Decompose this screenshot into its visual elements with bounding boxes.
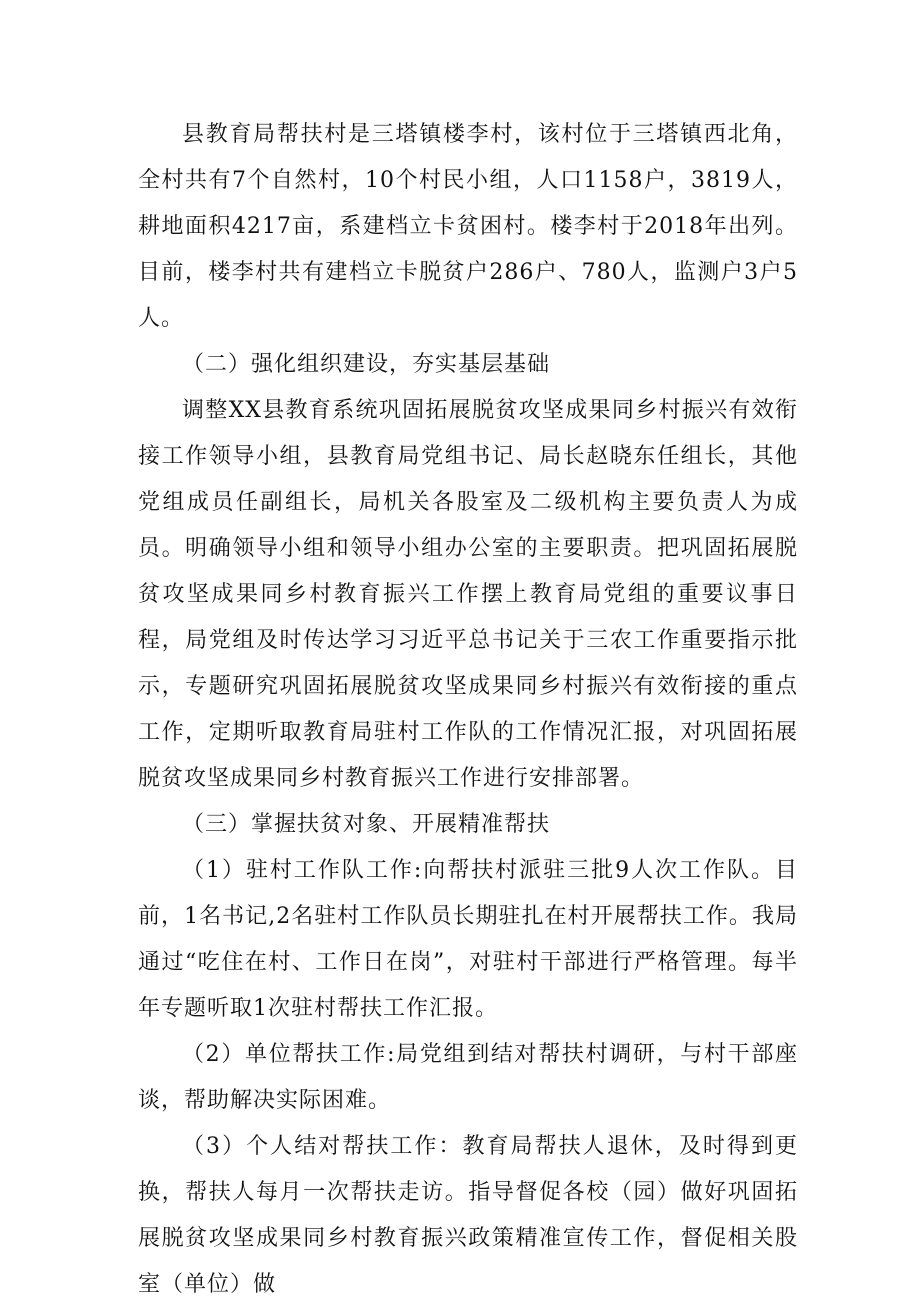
paragraph-village-work-team: （1）驻村工作队工作:向帮扶村派驻三批9人次工作队。目前，1名书记,2名驻村工作队员长期驻扎在村开展帮扶工作。我局通过“吃住在村、工作日在岗”，对驻村干部进行严格管理。每半年专题听取1次驻村帮扶工作汇报。 (138, 858, 798, 1021)
document-body (138, 112, 798, 1308)
paragraph-village-overview: 县教育局帮扶村是三塔镇楼李村，该村位于三塔镇西北角，全村共有7个自然村，10个村民小组，人口1158户，3819人，耕地面积4217亩，系建档立卡贫困村。楼李村于2018年出列。目前，楼李村共有建档立卡脱贫户286户、780人，监测户3户5人。 (138, 122, 798, 331)
section-heading-targeted-assistance: （三）掌握扶贫对象、开展精准帮扶 (182, 812, 551, 837)
paragraph-individual-assistance: （3）个人结对帮扶工作：教育局帮扶人退休，及时得到更换，帮扶人每月一次帮扶走访。指导督促各校（园）做好巩固拓展脱贫攻坚成果同乡村教育振兴政策精准宣传工作，督促相关股室（单位）做 (138, 1134, 798, 1297)
paragraph-unit-assistance: （2）单位帮扶工作:局党组到结对帮扶村调研，与村干部座谈，帮助解决实际困难。 (138, 1042, 798, 1113)
section-heading-organization: （二）强化组织建设，夯实基层基础 (182, 352, 551, 377)
paragraph-leadership-group: 调整XX县教育系统巩固拓展脱贫攻坚成果同乡村振兴有效衔接工作领导小组，县教育局党组书记、局长赵晓东任组长，其他党组成员任副组长，局机关各股室及二级机构主要负责人为成员。明确领导小组和领导小组办公室的主要职责。把巩固拓展脱贫攻坚成果同乡村教育振兴工作摆上教育局党组的重要议事日程，局党组及时传达学习习近平总书记关于三农工作重要指示批示，专题研究巩固拓展脱贫攻坚成果同乡村振兴有效衔接的重点工作，定期听取教育局驻村工作队的工作情况汇报，对巩固拓展脱贫攻坚成果同乡村教育振兴工作进行安排部署。 (138, 398, 798, 791)
